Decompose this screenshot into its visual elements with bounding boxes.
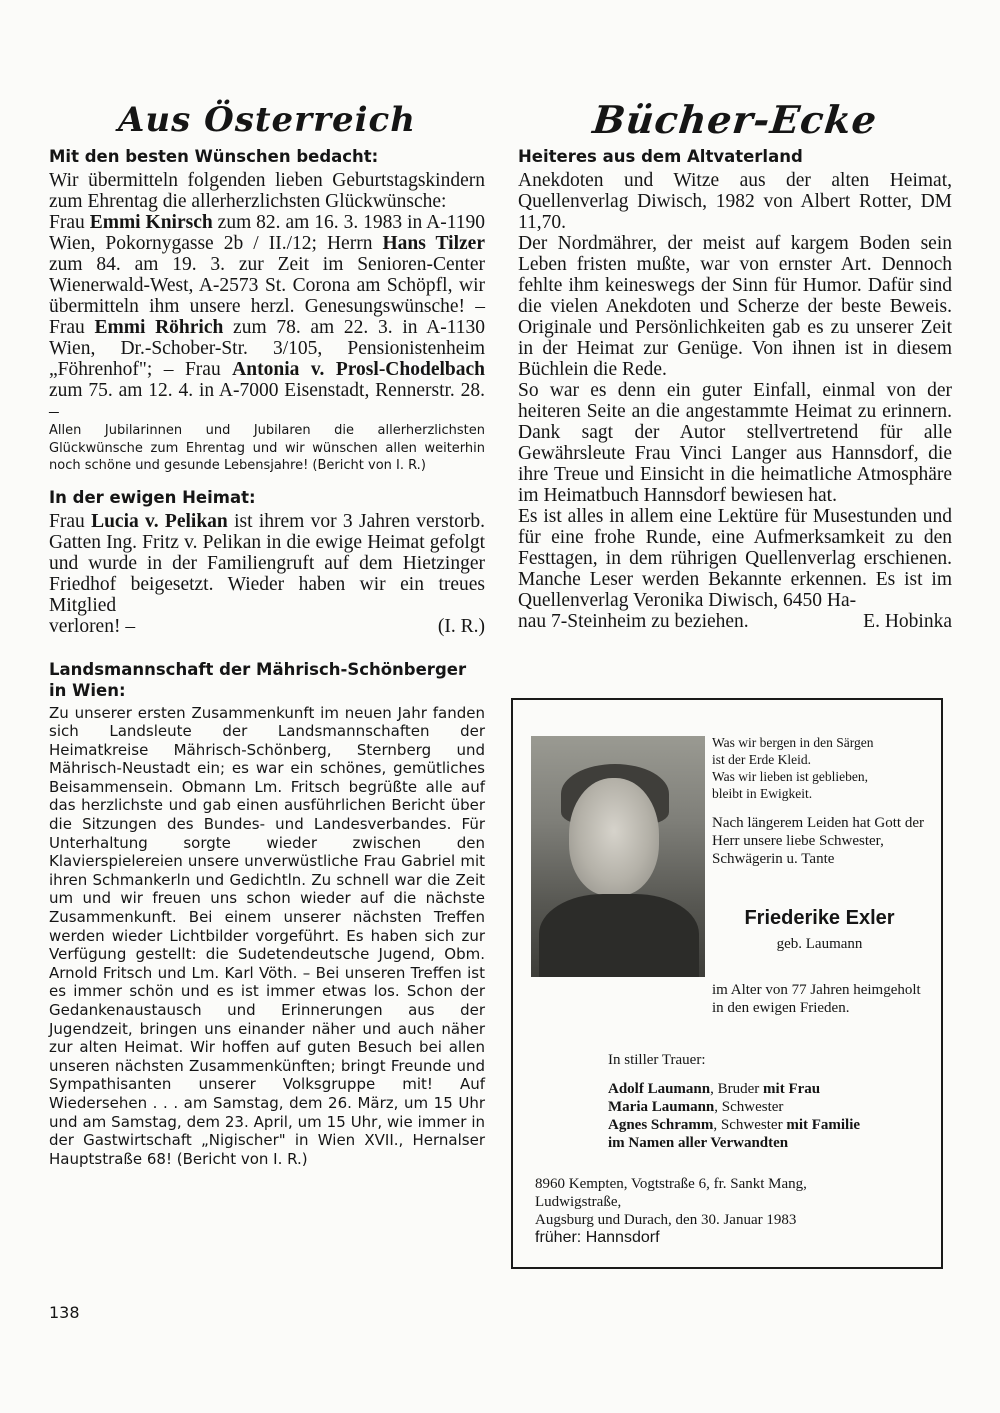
section-heading-landsmannschaft: Landsmannschaft der Mährisch-Schönberger in Wien: [49,659,467,700]
notice-age: im Alter von 77 Jahren heimgeholt in den ewigen Frieden. [712,982,921,1016]
obituary-signature: (I. R.) [437,615,485,637]
left-column [49,96,485,1168]
mourners-heading: In stiller Trauer: [608,1052,706,1068]
notice-verse: Was wir bergen in den Särgen ist der Erde Kleid. Was wir lieben ist geblieben, bleibt in Ewigkeit. [712,735,874,801]
book-signature: E. Hobinka [863,611,952,632]
deceased-name: Friederike Exler [744,907,895,929]
left-column-title: Aus Österreich [118,100,416,140]
right-column [518,96,952,632]
book-paragraph-3: So war es denn ein guter Einfall, einmal von der heiteren Seite an die angestammte Heimat zu erinnern. Dank sagt der Autor stellvertretend für alle Gewährsleute Frau Vinci Langer aus Hannsdorf, die ihre Treue und Einsicht in die heimatliche Atmosphäre im Heimatbuch Hannsdorf bewiesen hat. [518,380,952,506]
section-heading-obituary: In der ewigen Heimat: [49,487,256,507]
section-heading-birthdays: Mit den besten Wünschen bedacht: [49,147,379,166]
deceased-maiden-name: geb. Laumann [776,936,863,952]
obituary-last-line: verloren! – (I. R.) [49,615,485,637]
book-paragraph-1: Anekdoten und Witze aus der alten Heimat, Quellenverlag Diwisch, 1982 von Albert Rotter, DM 11,70. [518,170,952,233]
birthday-intro: Wir übermitteln folgenden lieben Geburtstagskindern zum Ehrentag die allerherzlichsten Glückwünsche: [49,170,485,212]
notice-address: 8960 Kempten, Vogtstraße 6, fr. Sankt Mang, Ludwigstraße, Augsburg und Durach, den 30. Januar 1983 früher: Hannsdorf [535,1176,807,1246]
book-paragraph-2: Der Nordmährer, der meist auf kargem Boden sein Leben fristen mußte, war von ernster Art. Dennoch fehlte ihm keineswegs der Sinn für Humor. Dafür sind die vielen Anekdoten und Scherze der beste Beweis. Originale und Persönlichkeiten gab es zu unserer Zeit in der Heimat zur Genüge. Von ihnen ist in diesem Büchlein die Rede. [518,233,952,380]
obituary-text: Frau Lucia v. Pelikan ist ihrem vor 3 Jahren verstorb. Gatten Ing. Fritz v. Pelikan in die ewige Heimat gefolgt und wurde in der Familiengruft auf dem Hietzinger Friedhof beigesetzt. Wieder haben wir ein treues Mitglied [49,510,485,616]
birthday-closing: Allen Jubilarinnen und Jubilaren die allerherzlichsten Glückwünsche zum Ehrentag und wir wünschen allen weiterhin noch schöne und gesunde Lebensjahre! (Bericht von I. R.) [49,423,485,473]
mourners-list: Adolf Laumann, Bruder mit Frau Maria Laumann, Schwester Agnes Schramm, Schwester mit Familie im Namen aller Verwandten [608,1081,861,1151]
birthday-list: Frau Emmi Knirsch zum 82. am 16. 3. 1983 in A-1190 Wien, Pokornygasse 2b / II./12; Herrn Hans Tilzer zum 84. am 19. 3. zur Zeit im Senioren-Center Wienerwald-West, A-2573 St. Corona am Schöpfl, wir übermitteln ihm unsere herzl. Genesungswünsche! – Frau Emmi Röhrich zum 78. am 22. 3. in A-1130 Wien, Dr.-Schober-Str. 3/105, Pensionistenheim „Föhrenhof"; – Frau Antonia v. Prosl-Chodelbach zum 75. am 12. 4. in A-7000 Eisenstadt, Rennerstr. 28. – [49,212,485,422]
page-number: 138 [49,1303,80,1322]
book-paragraph-4: Es ist alles in allem eine Lektüre für Musestunden und für eine frohe Runde, eine Aufmerksamkeit zu den Festtagen, in dem rührigen Quellenverlag erschienen. Manche Leser werden Bekannte erkennen. Es ist im Quellenverlag Veronika Diwisch, 6450 Ha- [518,506,952,611]
portrait-photo [531,736,705,977]
right-column-title: Bücher-Ecke [590,97,880,142]
notice-intro: Nach längerem Leiden hat Gott der Herr unsere liebe Schwester, Schwägerin u. Tante [712,815,924,867]
book-title-heading: Heiteres aus dem Altvaterland [518,147,803,166]
landsmannschaft-text: Zu unserer ersten Zusammenkunft im neuen Jahr fanden sich Landsleute der Landsmannschaften der Heimatkreise Mährisch-Schönberg, Sternberg und Mährisch-Neustadt ein; es war ein schönes, gemütliches Beisammensein. Obmann Lm. Fritsch begrüßte alle auf das herzlichste und gab einen ausführlichen Bericht über die Sitzungen des Bundes- und Landesverbandes. Für Unterhaltung sorgte wieder zwischen den Klavierspielereien unsere unverwüstliche Frau Gabriel mit ihren Schmankerln und Gedichtln. Zu schnell war die Zeit um und wir freuen uns schon wieder auf die nächste Zusammenkunft. Bei einem unserer nächsten Treffen werden wieder Lichtbilder vorgeführt. Es haben sich zur Verfügung gestellt: die Sudetendeutsche Jugend, Obm. Arnold Fritsch und Lm. Karl Vöth. – Bei unseren Treffen ist es immer schön und es ist immer etwas los. Schon der Gedankenaustausch und Erinnerungen aus der Jugendzeit, bringen uns einander näher und auch näher zur alten Heimat. Wir hoffen auf guten Besuch bei allen unseren nächsten Zusammenkünften; bringt Freunde und Sympathisanten unserer Volksgruppe mit! Auf Wiedersehen . . . am Samstag, dem 26. März, um 15 Uhr und am Samstag, dem 23. April, um 15 Uhr, wie immer in der Gastwirtschaft „Nigischer" in Wien XVII., Hernalser Hauptstraße 68! (Bericht von I. R.) [49,703,485,1168]
book-last-line: nau 7-Steinheim zu beziehen. E. Hobinka [518,611,952,632]
